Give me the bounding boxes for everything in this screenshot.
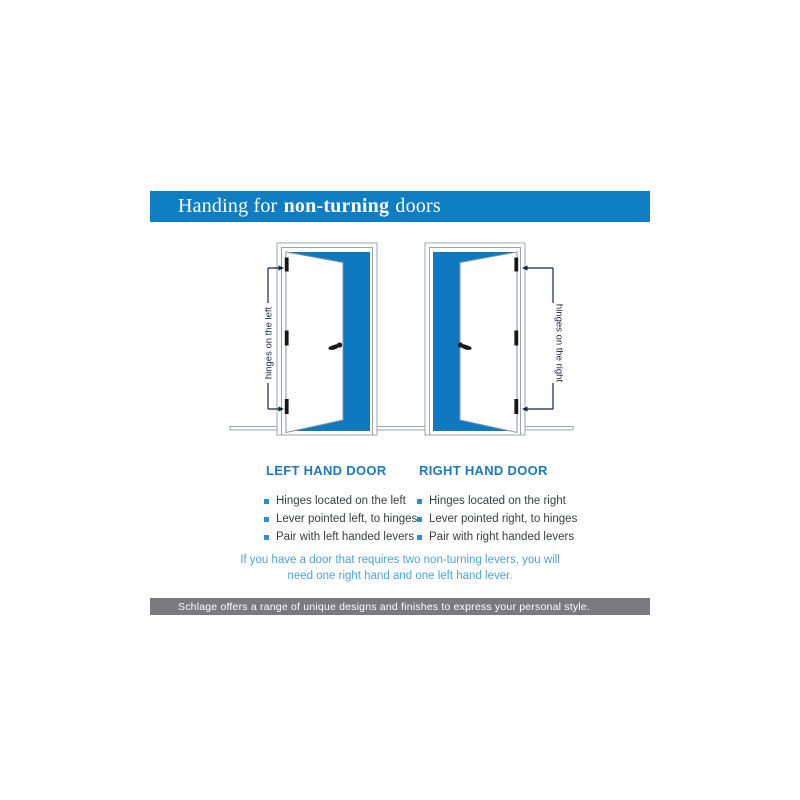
note-line-2: need one right hand and one left hand lever.	[287, 570, 513, 582]
note-text	[150, 552, 650, 584]
right-door-group	[425, 243, 565, 435]
list-item	[264, 510, 417, 528]
door-diagram	[150, 235, 650, 440]
list-item	[264, 528, 417, 546]
header-title: Handing for non-turning doors	[178, 195, 441, 217]
bullet-square-icon	[417, 535, 422, 540]
list-item	[417, 492, 577, 510]
header-title-bold: non-turning	[283, 195, 390, 217]
right-dimension-bracket	[522, 265, 553, 411]
right-door-leaf	[460, 252, 517, 433]
list-item-text: Hinges located on the left	[276, 495, 406, 507]
list-item	[417, 528, 577, 546]
footer-text: Schlage offers a range of unique designs and finishes to express your personal style.	[178, 600, 590, 613]
column-heading-right: RIGHT HAND DOOR	[419, 463, 548, 478]
list-item-text: Lever pointed right, to hinges	[429, 513, 578, 525]
right-hinge-label: hinges on the right	[553, 303, 565, 383]
list-item-text: Lever pointed left, to hinges	[276, 513, 418, 525]
list-item-text: Pair with left handed levers	[276, 531, 415, 543]
bullet-square-icon	[264, 499, 269, 504]
list-item-text: Hinges located on the right	[429, 495, 566, 507]
bullet-square-icon	[417, 517, 422, 522]
bullet-square-icon	[264, 517, 269, 522]
bullet-square-icon	[264, 535, 269, 540]
list-item	[417, 510, 577, 528]
right-door-list	[417, 492, 577, 546]
footer-bar	[150, 598, 650, 615]
bullet-square-icon	[417, 499, 422, 504]
note-line-1: If you have a door that requires two non-turning levers, you will	[240, 554, 560, 566]
left-door-group	[264, 243, 378, 435]
list-item	[264, 492, 417, 510]
left-door-leaf	[286, 252, 343, 433]
left-door-list	[264, 492, 417, 546]
column-heading-left: LEFT HAND DOOR	[266, 463, 387, 478]
left-hinge-label: hinges on the left	[263, 306, 275, 380]
list-item-text: Pair with right handed levers	[429, 531, 575, 543]
header-bar	[150, 191, 650, 222]
